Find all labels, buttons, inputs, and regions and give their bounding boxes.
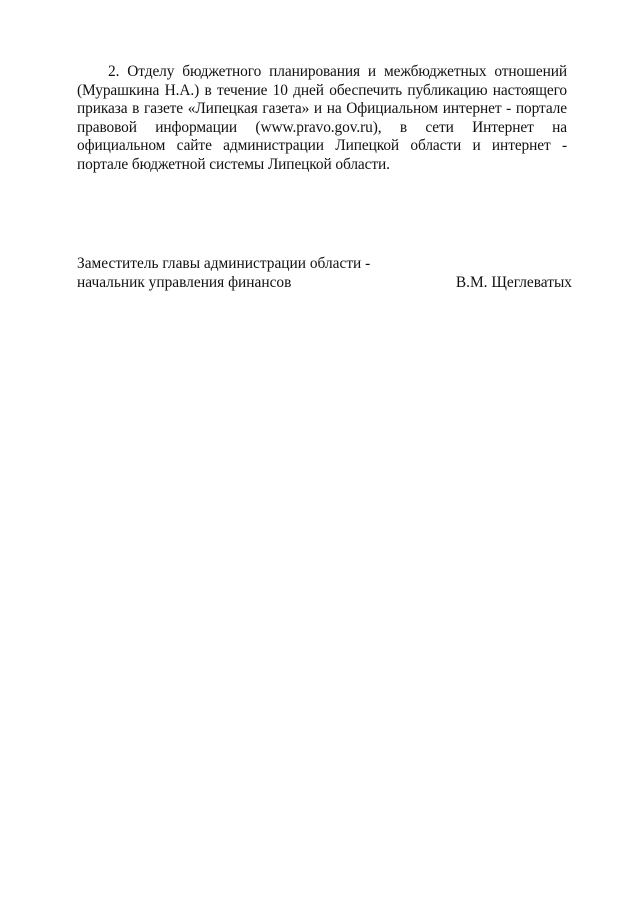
signature-block (77, 254, 572, 292)
signatory-position-line-1: Заместитель главы администрации области - (77, 255, 371, 272)
signature-line-1 (77, 254, 572, 273)
order-paragraph-2: 2. Отделу бюджетного планирования и межбюджетных отношений (Мурашкина Н.А.) в течение 10 дней обеспечить публикацию настоящего приказа в газете «Липецкая газета» и на Официальном интернет - портале правовой информации (www.pravo.gov.ru), в сети Интернет на официальном сайте администрации Липецкой области и интернет - портале бюджетной системы Липецкой области. (77, 63, 567, 173)
signature-line-2 (77, 273, 572, 292)
signatory-name: В.М. Щеглеватых (455, 274, 572, 291)
signatory-position-line-2: начальник управления финансов (77, 274, 292, 291)
